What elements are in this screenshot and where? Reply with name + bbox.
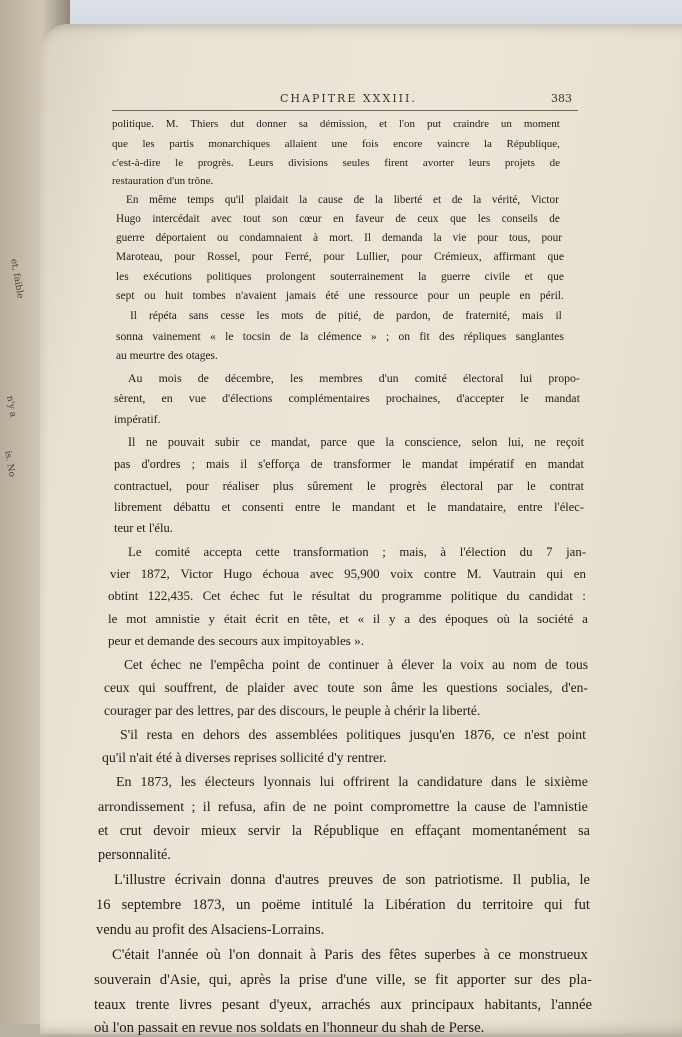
text-line: vier 1872, Victor Hugo échoua avec 95,900 voix contre M. Vautrain qui en: [110, 567, 586, 581]
text-line: impératif.: [114, 412, 161, 426]
text-line: sonna vainement « le tocsin de la clémence » ; on fit des répliques sanglantes: [116, 330, 564, 343]
text-line: obtint 122,435. Cet échec fut le résultat du programme politique du candidat :: [108, 588, 586, 603]
text-line: restauration d'un trône.: [112, 175, 214, 187]
text-line: S'il resta en dehors des assemblées politiques jusqu'en 1876, ce n'est point: [120, 727, 586, 742]
facing-page-fragment: is. No: [2, 450, 17, 478]
text-line: En même temps qu'il plaidait la cause de la liberté et de la vérité, Victor: [126, 194, 559, 206]
text-line: Il ne pouvait subir ce mandat, parce que la conscience, selon lui, ne reçoit: [128, 435, 584, 449]
text-line: personnalité.: [98, 847, 171, 863]
text-line: peur et demande des secours aux impitoyables ».: [108, 633, 364, 648]
text-line: Cet échec ne l'empêcha point de continuer à élever la voix au nom de tous: [124, 657, 588, 672]
text-line: En 1873, les électeurs lyonnais lui offrirent la candidature dans le sixième: [116, 775, 588, 790]
text-line: Le comité accepta cette transformation ; mais, à l'élection du 7 jan-: [128, 545, 586, 559]
text-line: politique. M. Thiers dut donner sa démission, et l'on put craindre un moment: [112, 118, 560, 130]
text-line: au meurtre des otages.: [116, 350, 218, 362]
text-line: Hugo intercédait avec tout son cœur en faveur de ceux que les conseils de: [116, 213, 560, 225]
text-line: Il répéta sans cesse les mots de pitié, de pardon, de fraternité, mais il: [130, 310, 562, 322]
text-line: et crut devoir mieux servir la République en effaçant momentanément sa: [98, 823, 590, 839]
text-line: c'est-à-dire le progrès. Leurs divisions seules firent avorter leurs projets de: [112, 157, 560, 169]
text-line: pas d'ordres ; mais il s'efforça de transformer le mandat impératif en mandat: [114, 457, 584, 471]
text-line: où l'on passait en revue nos soldats en l'honneur du shah de Perse.: [94, 1020, 485, 1036]
facing-page-fragment: n'y a: [4, 395, 18, 419]
text-line: ceux qui souffrent, de plaider avec toute son âme les questions sociales, d'en-: [104, 680, 588, 695]
text-line: contractuel, pour réaliser plus sûrement le progrès électoral par le contrat: [114, 479, 584, 493]
text-line: Au mois de décembre, les membres d'un comité électoral lui propo-: [128, 371, 580, 385]
text-line: librement débattu et consenti entre le mandant et le mandataire, entre l'élec-: [114, 500, 584, 514]
text-line: qu'il n'ait été à diverses reprises sollicité d'y rentrer.: [102, 750, 387, 765]
text-line: 16 septembre 1873, un poëme intitulé la Libération du territoire qui fut: [96, 897, 590, 913]
text-line: sèrent, en vue d'élections complémentaires prochaines, d'accepter le mandat: [114, 391, 580, 405]
text-line: courager par des lettres, par des discours, le peuple à chérir la liberté.: [104, 703, 481, 718]
text-line: guerre déportaient ou condamnaient à mort. Il demanda la vie pour tous, pour: [116, 232, 562, 244]
text-line: teur et l'élu.: [114, 521, 173, 535]
text-line: L'illustre écrivain donna d'autres preuves de son patriotisme. Il publia, le: [114, 872, 590, 888]
text-line: le mot amnistie y était écrit en tête, et « il y a des époques où la société a: [108, 611, 588, 626]
text-line: vendu au profit des Alsaciens-Lorrains.: [96, 922, 325, 938]
text-line: Maroteau, pour Rossel, pour Ferré, pour Lullier, pour Crémieux, affirmant que: [116, 251, 564, 263]
text-line: sept ou huit tombes n'avaient jamais été une ressource pour un peuple en péril.: [116, 290, 564, 302]
text-line: souverain d'Asie, qui, après la prise d'une ville, se fit apporter sur des pla-: [94, 972, 592, 988]
text-line: les exécutions politiques prolongent souterrainement la guerre civile et que: [116, 271, 564, 283]
text-line: arrondissement ; il refusa, afin de ne point compromettre la cause de l'amnistie: [98, 799, 588, 815]
page-number: 383: [551, 92, 572, 105]
text-line: teaux trente livres pesant d'yeux, arrachés aux principaux habitants, l'année: [94, 997, 592, 1013]
facing-page-fragment: et, faible: [8, 258, 25, 300]
text-line: que les partis monarchiques allaient une fois encore vaincre la République,: [112, 138, 560, 150]
chapter-heading: CHAPITRE XXXIII.: [280, 92, 417, 105]
text-line: C'était l'année où l'on donnait à Paris des fêtes superbes à ce monstrueux: [112, 947, 588, 963]
